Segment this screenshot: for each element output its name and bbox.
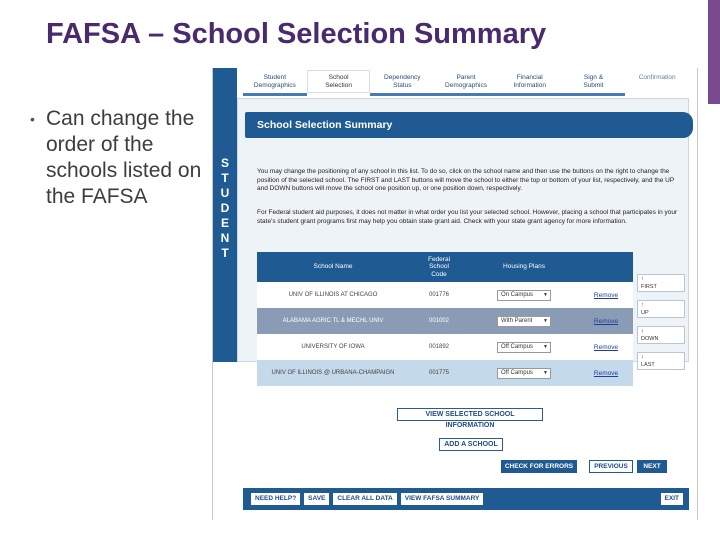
- bullet-point: [30, 106, 205, 210]
- check-errors-button[interactable]: CHECK FOR ERRORS: [501, 460, 577, 473]
- arrow-up-icon: ↑: [641, 276, 644, 282]
- school-name[interactable]: UNIV OF ILLINOIS @ URBANA-CHAMPAIGN: [271, 370, 395, 376]
- table-row[interactable]: [257, 334, 633, 360]
- up-label: UP: [641, 310, 649, 316]
- sidebar-letter: N: [220, 231, 230, 245]
- bullet-dot-icon: •: [30, 111, 35, 127]
- remove-link[interactable]: Remove: [593, 291, 619, 299]
- next-button[interactable]: NEXT: [637, 460, 667, 473]
- tab-school-selection[interactable]: School Selection: [307, 70, 371, 96]
- fafsa-screenshot: [212, 68, 698, 520]
- action-cell: [579, 344, 633, 351]
- housing-select[interactable]: [497, 342, 551, 353]
- arrow-up-icon: ↑: [641, 302, 644, 308]
- chevron-down-icon: ▼: [543, 369, 548, 376]
- remove-link[interactable]: Remove: [593, 317, 619, 325]
- housing-select[interactable]: [497, 316, 551, 327]
- chevron-down-icon: ▼: [543, 291, 548, 298]
- tab-parent-demographics[interactable]: Parent Demographics: [434, 70, 498, 96]
- down-label: DOWN: [641, 336, 659, 342]
- housing-value: Off Campus: [501, 343, 533, 350]
- table-header: [257, 252, 633, 282]
- header-housing-plans: Housing Plans: [503, 263, 545, 271]
- accent-bar: [708, 0, 720, 104]
- view-summary-button[interactable]: VIEW FAFSA SUMMARY: [401, 493, 484, 505]
- section-title: School Selection Summary: [245, 112, 693, 138]
- header-school-name: School Name: [313, 263, 353, 271]
- housing-value: Off Campus: [501, 369, 533, 376]
- add-school-button[interactable]: ADD A SCHOOL: [439, 438, 503, 451]
- school-code: 001775: [428, 370, 450, 376]
- action-cell: [579, 318, 633, 325]
- instructions-paragraph: You may change the positioning of any school in this list. To do so, click on the school name and then use the buttons on the right to change the position of the selected school. The FIRST and LAST buttons will move the school to either the top or bottom of your list, respectively, and the UP and DOWN buttons will move the school one position up, or one position down, respectively.: [257, 168, 675, 192]
- need-help-button[interactable]: NEED HELP?: [251, 493, 300, 505]
- down-button[interactable]: [637, 326, 685, 344]
- save-button[interactable]: SAVE: [304, 493, 329, 505]
- clear-data-button[interactable]: CLEAR ALL DATA: [333, 493, 396, 505]
- school-name[interactable]: UNIV OF ILLINOIS AT CHICAGO: [288, 292, 378, 298]
- table-row[interactable]: [257, 282, 633, 308]
- sidebar-letter: S: [220, 156, 229, 170]
- slide-title: FAFSA – School Selection Summary: [46, 18, 547, 50]
- info-paragraph: For Federal student aid purposes, it does not matter in what order you list your selected school. However, placing a school that participates in your state's student grant programs first may help you obtain state grant aid. Check with your state grant agency for more information.: [257, 209, 678, 225]
- step-tabs: [243, 70, 689, 96]
- chevron-down-icon: ▼: [543, 343, 548, 350]
- housing-cell: [469, 316, 579, 327]
- first-label: FIRST: [641, 284, 657, 290]
- school-table: [257, 252, 633, 386]
- tab-student-demographics[interactable]: Student Demographics: [243, 70, 307, 96]
- view-school-info-button[interactable]: VIEW SELECTED SCHOOL INFORMATION: [397, 408, 543, 421]
- housing-select[interactable]: [497, 290, 551, 301]
- tab-financial-information[interactable]: Financial Information: [498, 70, 562, 96]
- arrow-down-icon: ↓: [641, 328, 644, 334]
- school-code: 001892: [428, 344, 450, 350]
- bottom-toolbar: [243, 488, 689, 510]
- action-cell: [579, 370, 633, 377]
- table-row[interactable]: [257, 308, 633, 334]
- student-sidebar: [213, 68, 237, 362]
- housing-value: With Parent: [501, 317, 533, 324]
- housing-value: On Campus: [501, 291, 534, 298]
- housing-cell: [469, 342, 579, 353]
- bullet-text: Can change the order of the schools listed on the FAFSA: [46, 107, 202, 208]
- order-buttons: [637, 274, 685, 378]
- school-code: 001002: [428, 318, 450, 324]
- sidebar-letter: U: [220, 186, 230, 200]
- arrow-down-icon: ↓: [641, 354, 644, 360]
- first-button[interactable]: [637, 274, 685, 292]
- previous-button[interactable]: PREVIOUS: [589, 460, 633, 473]
- sidebar-letter: E: [220, 216, 229, 230]
- header-school-code: Federal School Code: [427, 255, 451, 278]
- housing-select[interactable]: [497, 368, 551, 379]
- school-code: 001776: [428, 292, 450, 298]
- tab-confirmation[interactable]: Confirmation: [625, 70, 689, 96]
- action-cell: [579, 292, 633, 299]
- remove-link[interactable]: Remove: [593, 369, 619, 377]
- table-row[interactable]: [257, 360, 633, 386]
- housing-cell: [469, 368, 579, 379]
- last-label: LAST: [641, 362, 655, 368]
- chevron-down-icon: ▼: [543, 317, 548, 324]
- school-name[interactable]: UNIVERSITY OF IOWA: [301, 344, 365, 350]
- tab-sign-submit[interactable]: Sign & Submit: [562, 70, 626, 96]
- exit-button[interactable]: EXIT: [661, 493, 683, 505]
- last-button[interactable]: [637, 352, 685, 370]
- sidebar-letter: T: [221, 171, 229, 185]
- housing-cell: [469, 290, 579, 301]
- up-button[interactable]: [637, 300, 685, 318]
- remove-link[interactable]: Remove: [593, 343, 619, 351]
- sidebar-letter: T: [221, 246, 229, 260]
- tab-dependency-status[interactable]: Dependency Status: [370, 70, 434, 96]
- school-name[interactable]: ALABAMA AGRIC TL & MECHL UNIV: [282, 318, 384, 324]
- sidebar-letter: D: [220, 201, 230, 215]
